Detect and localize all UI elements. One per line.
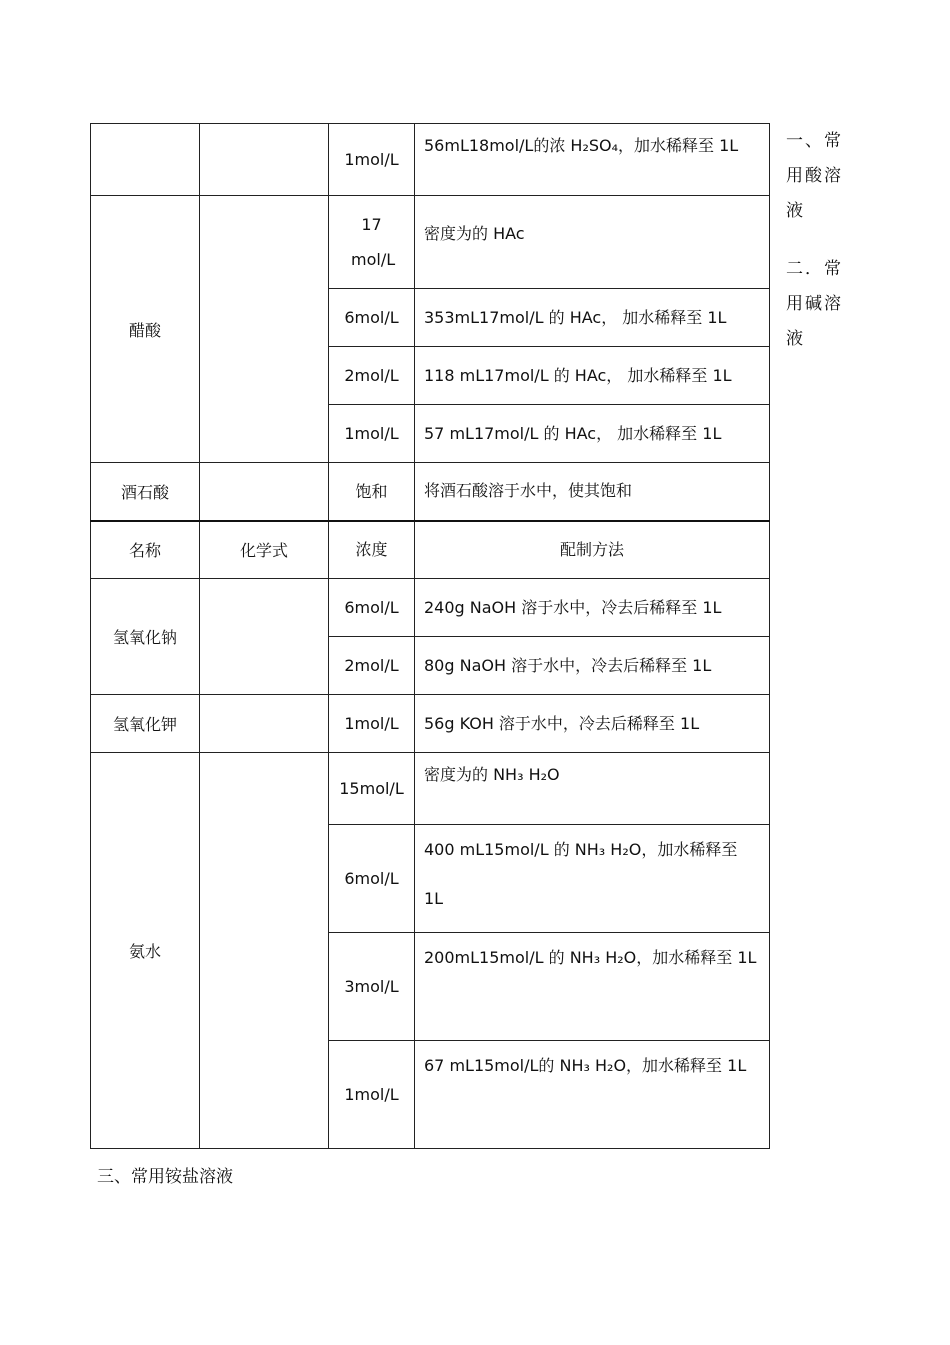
table-row <box>91 463 770 521</box>
name-cell <box>91 124 200 196</box>
header-conc: 浓度 <box>329 521 415 579</box>
conc-cell: 6mol/L <box>329 579 415 637</box>
formula-cell <box>200 463 329 521</box>
name-cell: 醋酸 <box>91 196 200 463</box>
formula-cell <box>200 695 329 753</box>
name-cell: 氨水 <box>91 753 200 1149</box>
conc-cell: 饱和 <box>329 463 415 521</box>
conc-cell: 1mol/L <box>329 405 415 463</box>
section-heading-ammonium: 三、常用铵盐溶液 <box>97 1167 233 1187</box>
table-row <box>91 196 770 289</box>
formula-cell <box>200 124 329 196</box>
table-header-row <box>91 521 770 579</box>
conc-cell: 2mol/L <box>329 347 415 405</box>
method-cell: 56mL18mol/L的浓 H₂SO₄，加水稀释至 1L <box>415 124 770 196</box>
solution-table <box>90 123 770 1149</box>
method-cell: 67 mL15mol/L的 NH₃ H₂O，加水稀释至 1L <box>415 1041 770 1149</box>
name-cell: 氢氧化钾 <box>91 695 200 753</box>
formula-cell <box>200 579 329 695</box>
header-method: 配制方法 <box>415 521 770 579</box>
table-row <box>91 695 770 753</box>
table-row <box>91 579 770 637</box>
conc-cell: 1mol/L <box>329 1041 415 1149</box>
method-cell: 密度为的 NH₃ H₂O <box>415 753 770 825</box>
method-cell: 240g NaOH 溶于水中，冷去后稀释至 1L <box>415 579 770 637</box>
conc-cell: 2mol/L <box>329 637 415 695</box>
header-formula: 化学式 <box>200 521 329 579</box>
side-note-base: 二．常用碱溶液 <box>786 259 843 349</box>
conc-cell: 3mol/L <box>329 933 415 1041</box>
method-cell: 密度为的 HAc <box>415 196 770 289</box>
conc-cell: 6mol/L <box>329 289 415 347</box>
name-cell: 氢氧化钠 <box>91 579 200 695</box>
method-cell: 57 mL17mol/L 的 HAc， 加水稀释至 1L <box>415 405 770 463</box>
header-name: 名称 <box>91 521 200 579</box>
formula-cell <box>200 196 329 463</box>
conc-cell: 15mol/L <box>329 753 415 825</box>
method-cell: 353mL17mol/L 的 HAc， 加水稀释至 1L <box>415 289 770 347</box>
table-row <box>91 124 770 196</box>
method-cell: 118 mL17mol/L 的 HAc， 加水稀释至 1L <box>415 347 770 405</box>
conc-cell: 1mol/L <box>329 695 415 753</box>
side-note-acid: 一、常用酸溶液 <box>786 131 843 221</box>
method-cell: 56g KOH 溶于水中，冷去后稀释至 1L <box>415 695 770 753</box>
method-cell: 80g NaOH 溶于水中，冷去后稀释至 1L <box>415 637 770 695</box>
formula-cell <box>200 753 329 1149</box>
method-cell: 200mL15mol/L 的 NH₃ H₂O，加水稀释至 1L <box>415 933 770 1041</box>
method-cell: 将酒石酸溶于水中，使其饱和 <box>415 463 770 521</box>
name-cell: 酒石酸 <box>91 463 200 521</box>
conc-cell: 6mol/L <box>329 825 415 933</box>
conc-cell: 17 mol/L <box>329 196 415 289</box>
table-row <box>91 753 770 825</box>
method-cell: 400 mL15mol/L 的 NH₃ H₂O，加水稀释至 1L <box>415 825 770 933</box>
conc-cell: 1mol/L <box>329 124 415 196</box>
